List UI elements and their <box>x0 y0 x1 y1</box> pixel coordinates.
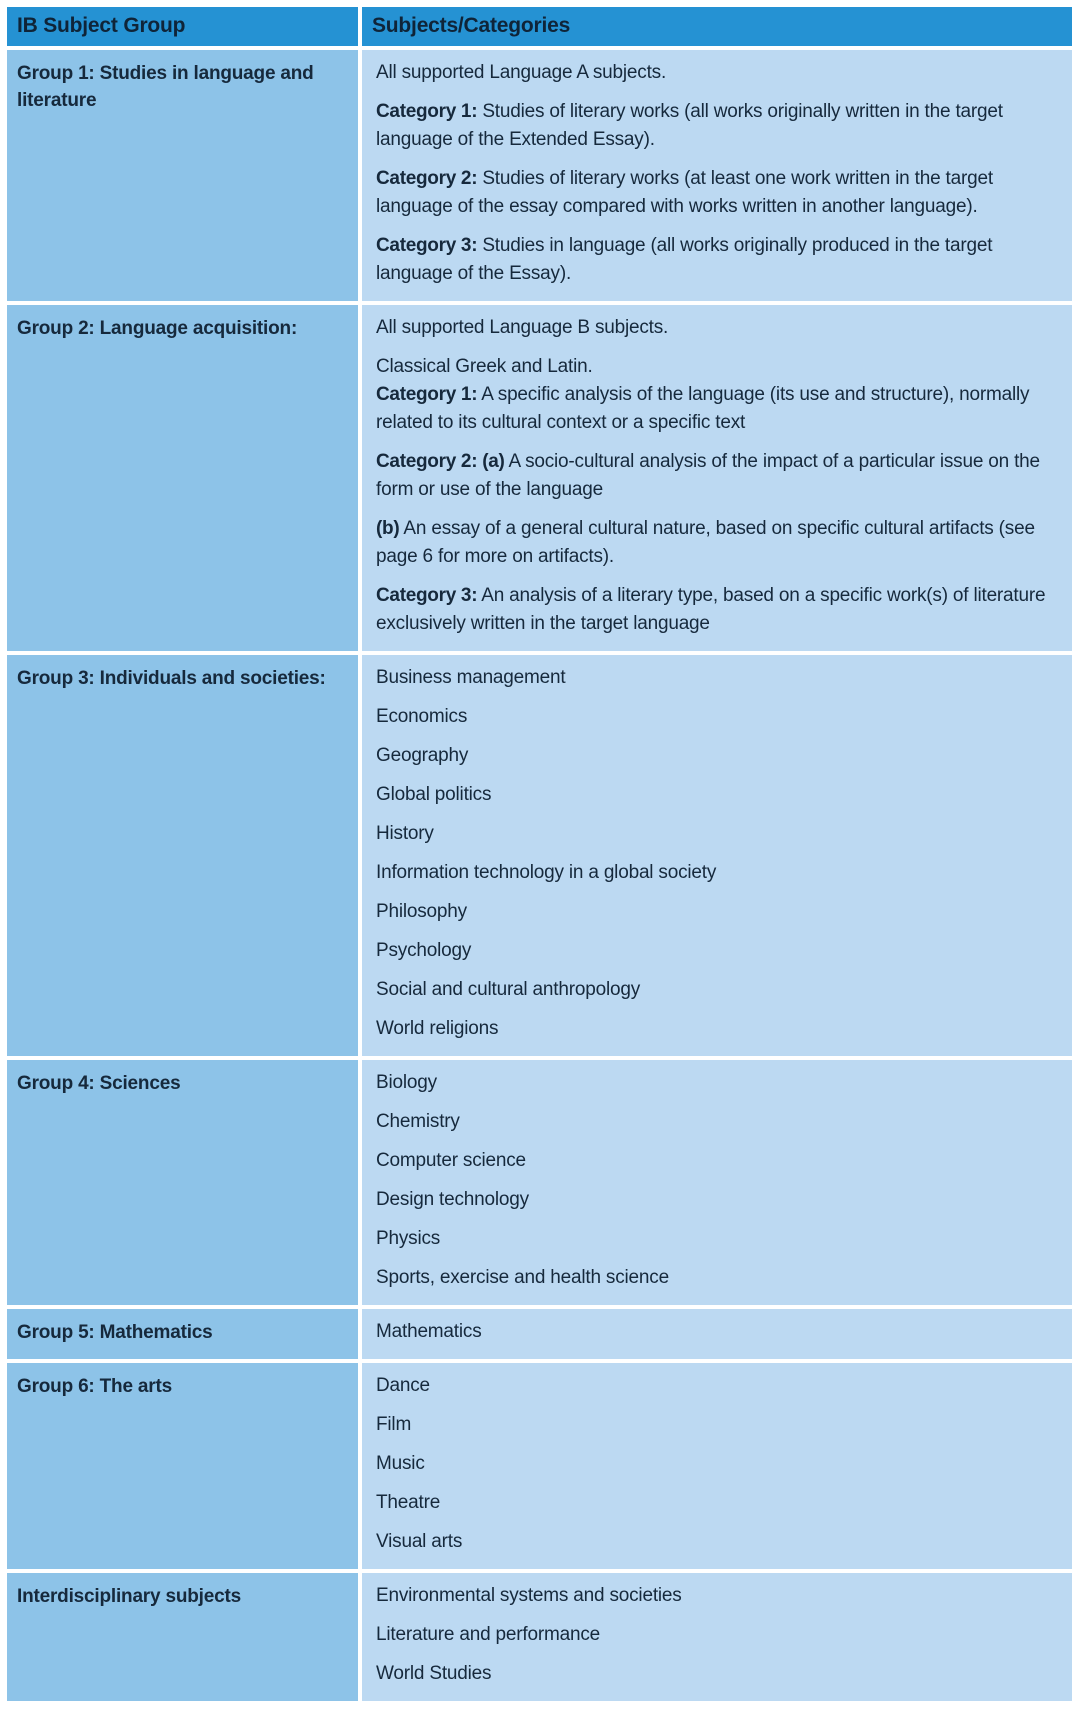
subject-item: Sports, exercise and health science <box>376 1267 669 1288</box>
subject-item: World Studies <box>376 1663 492 1684</box>
table-row <box>5 1571 1074 1703</box>
subject-item: History <box>376 823 434 844</box>
subject-item: Theatre <box>376 1492 441 1513</box>
subject-item: Classical Greek and Latin. <box>376 356 593 377</box>
subjects-cell <box>360 1571 1074 1703</box>
subject-item: Design technology <box>376 1189 529 1210</box>
subject-table <box>3 3 1076 1705</box>
subject-item: Information technology in a global society <box>376 862 717 883</box>
subjects-cell <box>360 1361 1074 1571</box>
subjects-cell <box>360 653 1074 1058</box>
group-cell: Interdisciplinary subjects <box>5 1571 360 1703</box>
subject-item: Mathematics <box>376 1321 482 1342</box>
header-row <box>5 5 1074 48</box>
table-row <box>5 653 1074 1058</box>
subject-item: Literature and performance <box>376 1624 600 1645</box>
table-row <box>5 1307 1074 1361</box>
subject-item: Economics <box>376 706 468 727</box>
subject-item: Social and cultural anthropology <box>376 979 640 1000</box>
subject-item: Category 2: (a) A socio-cultural analysis of the impact of a particular issue on the form or use of the language <box>376 451 1040 500</box>
column-header-subjects-categories: Subjects/Categories <box>360 5 1074 48</box>
subject-item: Physics <box>376 1228 441 1249</box>
category-label: Category 1: <box>376 101 478 122</box>
category-label: Category 3: <box>376 585 478 606</box>
subject-item: World religions <box>376 1018 499 1039</box>
subject-item: Global politics <box>376 784 492 805</box>
subject-item: Philosophy <box>376 901 467 922</box>
subject-item: Dance <box>376 1375 430 1396</box>
subject-item: (b) An essay of a general cultural nature, based on specific cultural artifacts (see page 6 for more on artifacts). <box>376 518 1035 567</box>
subject-item: Category 3: Studies in language (all works originally produced in the target language of the Essay). <box>376 235 993 284</box>
subjects-cell <box>360 48 1074 303</box>
group-cell: Group 2: Language acquisition: <box>5 303 360 653</box>
category-label: Category 2: <box>376 168 478 189</box>
subjects-cell <box>360 1307 1074 1361</box>
subject-item: Biology <box>376 1072 437 1093</box>
subject-item: All supported Language B subjects. <box>376 317 669 338</box>
group-cell: Group 6: The arts <box>5 1361 360 1571</box>
subjects-cell <box>360 303 1074 653</box>
table-row <box>5 303 1074 653</box>
subject-item: Psychology <box>376 940 472 961</box>
subject-item: Chemistry <box>376 1111 460 1132</box>
subject-item: Visual arts <box>376 1531 463 1552</box>
group-cell: Group 5: Mathematics <box>5 1307 360 1361</box>
subject-item: Geography <box>376 745 469 766</box>
group-cell: Group 1: Studies in language and literature <box>5 48 360 303</box>
category-label: (b) <box>376 518 400 539</box>
category-label: Category 3: <box>376 235 478 256</box>
subject-item: Category 1: Studies of literary works (all works originally written in the target language of the Extended Essay). <box>376 101 1003 150</box>
category-label: Category 2: (a) <box>376 451 505 472</box>
table-body <box>5 48 1074 1703</box>
subject-item: All supported Language A subjects. <box>376 62 667 83</box>
table-row <box>5 1361 1074 1571</box>
subject-item: Environmental systems and societies <box>376 1585 682 1606</box>
subject-item: Film <box>376 1414 412 1435</box>
subject-item: Category 2: Studies of literary works (at least one work written in the target language of the essay compared with works written in another language). <box>376 168 993 217</box>
subject-item: Category 3: An analysis of a literary type, based on a specific work(s) of literature exclusively written in the target language <box>376 585 1046 634</box>
subject-item: Category 1: A specific analysis of the language (its use and structure), normally related to its cultural context or a specific text <box>376 384 1030 433</box>
subject-item: Business management <box>376 667 566 688</box>
subject-item: Computer science <box>376 1150 526 1171</box>
subjects-cell <box>360 1058 1074 1307</box>
category-label: Category 1: <box>376 384 478 405</box>
group-cell: Group 4: Sciences <box>5 1058 360 1307</box>
subject-item: Music <box>376 1453 425 1474</box>
table-row <box>5 48 1074 303</box>
column-header-ib-subject-group: IB Subject Group <box>5 5 360 48</box>
table-row <box>5 1058 1074 1307</box>
group-cell: Group 3: Individuals and societies: <box>5 653 360 1058</box>
